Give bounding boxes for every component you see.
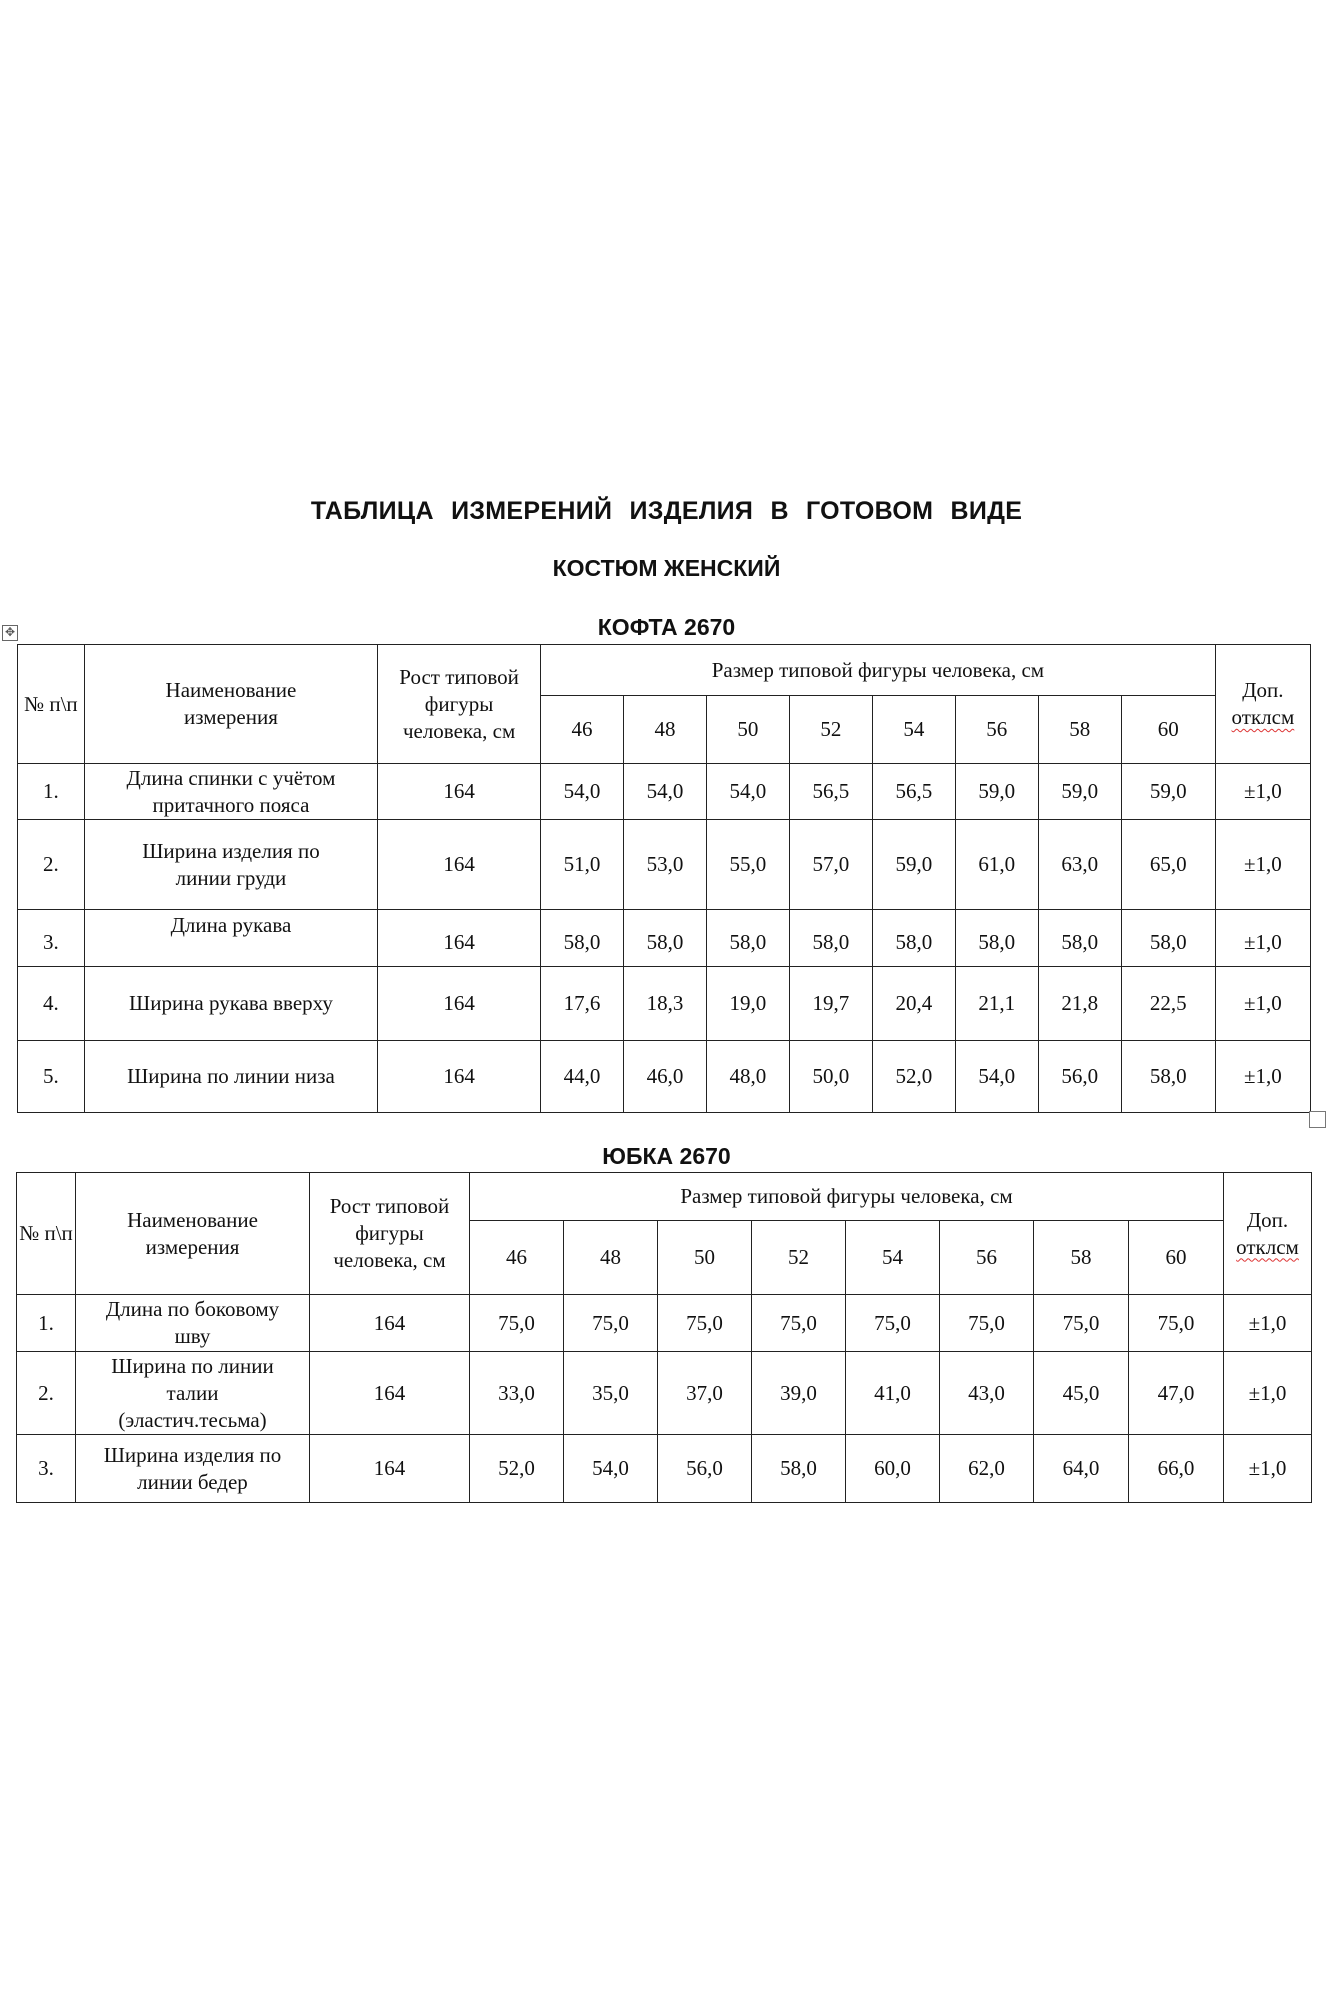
value-cell: 59,0: [1038, 764, 1121, 820]
size-cell: 48: [623, 696, 706, 764]
table-row: [18, 910, 1311, 967]
size-cell: 54: [872, 696, 955, 764]
row-height: 164: [378, 764, 541, 820]
row-name: Ширина рукава вверху: [84, 967, 377, 1041]
value-cell: 58,0: [789, 910, 872, 967]
value-cell: 39,0: [752, 1352, 846, 1435]
value-cell: 57,0: [789, 820, 872, 910]
value-cell: 58,0: [541, 910, 624, 967]
row-tolerance: ±1,0: [1224, 1435, 1312, 1503]
value-cell: 66,0: [1129, 1435, 1224, 1503]
table-move-handle-icon[interactable]: ✥: [2, 625, 18, 641]
value-cell: 75,0: [658, 1295, 752, 1352]
value-cell: 75,0: [940, 1295, 1034, 1352]
measurement-table-kofta: [17, 644, 1311, 1113]
value-cell: 58,0: [752, 1435, 846, 1503]
value-cell: 46,0: [623, 1041, 706, 1113]
value-cell: 20,4: [872, 967, 955, 1041]
size-cell: 46: [541, 696, 624, 764]
row-height: 164: [310, 1295, 470, 1352]
row-height: 164: [378, 820, 541, 910]
value-cell: 41,0: [846, 1352, 940, 1435]
size-cell: 58: [1038, 696, 1121, 764]
row-tolerance: ±1,0: [1215, 967, 1310, 1041]
size-cell: 56: [940, 1221, 1034, 1295]
size-cell: 56: [955, 696, 1038, 764]
value-cell: 18,3: [623, 967, 706, 1041]
value-cell: 33,0: [470, 1352, 564, 1435]
value-cell: 19,0: [706, 967, 789, 1041]
table-title-yubka: ЮБКА 2670: [602, 1143, 731, 1169]
row-num: 3.: [18, 910, 85, 967]
value-cell: 56,5: [872, 764, 955, 820]
table-row: [18, 820, 1311, 910]
tolerance-unit: отклсм: [1231, 705, 1295, 729]
measurement-table-yubka: [16, 1172, 1312, 1503]
row-height: 164: [310, 1352, 470, 1435]
tolerance-unit: отклсм: [1236, 1234, 1299, 1259]
row-num: 5.: [18, 1041, 85, 1113]
value-cell: 53,0: [623, 820, 706, 910]
value-cell: 59,0: [872, 820, 955, 910]
header-name: Наименование измерения: [76, 1173, 310, 1295]
value-cell: 17,6: [541, 967, 624, 1041]
value-cell: 21,1: [955, 967, 1038, 1041]
value-cell: 54,0: [623, 764, 706, 820]
value-cell: 43,0: [940, 1352, 1034, 1435]
value-cell: 58,0: [706, 910, 789, 967]
header-tolerance: [1224, 1173, 1312, 1295]
row-tolerance: ±1,0: [1215, 820, 1310, 910]
value-cell: 58,0: [1121, 1041, 1215, 1113]
value-cell: 58,0: [1038, 910, 1121, 967]
row-name: Длина спинки с учётом притачного пояса: [84, 764, 377, 820]
value-cell: 44,0: [541, 1041, 624, 1113]
header-height: Рост типовой фигуры человека, см: [378, 645, 541, 764]
row-height: 164: [310, 1435, 470, 1503]
header-num: № п\п: [18, 645, 85, 764]
row-height: 164: [378, 1041, 541, 1113]
header-size-group: Размер типовой фигуры человека, см: [470, 1173, 1224, 1221]
tolerance-label: Доп.: [1246, 1207, 1289, 1232]
value-cell: 75,0: [1034, 1295, 1129, 1352]
size-cell: 48: [564, 1221, 658, 1295]
row-num: 1.: [17, 1295, 76, 1352]
value-cell: 58,0: [1121, 910, 1215, 967]
size-cell: 58: [1034, 1221, 1129, 1295]
value-cell: 56,0: [658, 1435, 752, 1503]
row-name: Ширина изделия по линии бедер: [76, 1435, 310, 1503]
table-row: [17, 1295, 1312, 1352]
row-height: 164: [378, 910, 541, 967]
row-num: 3.: [17, 1435, 76, 1503]
row-num: 1.: [18, 764, 85, 820]
value-cell: 50,0: [789, 1041, 872, 1113]
value-cell: 54,0: [541, 764, 624, 820]
value-cell: 64,0: [1034, 1435, 1129, 1503]
row-tolerance: ±1,0: [1215, 764, 1310, 820]
header-height: Рост типовой фигуры человека, см: [310, 1173, 470, 1295]
value-cell: 65,0: [1121, 820, 1215, 910]
document-subtitle: КОСТЮМ ЖЕНСКИЙ: [552, 555, 781, 581]
value-cell: 63,0: [1038, 820, 1121, 910]
size-cell: 52: [752, 1221, 846, 1295]
row-tolerance: ±1,0: [1224, 1295, 1312, 1352]
row-name: Ширина изделия по линии груди: [84, 820, 377, 910]
value-cell: 48,0: [706, 1041, 789, 1113]
table-resize-handle-icon[interactable]: [1309, 1111, 1326, 1128]
table-row: [18, 764, 1311, 820]
value-cell: 75,0: [470, 1295, 564, 1352]
size-cell: 52: [789, 696, 872, 764]
header-tolerance: [1215, 645, 1310, 764]
header-name: Наименование измерения: [84, 645, 377, 764]
value-cell: 75,0: [1129, 1295, 1224, 1352]
value-cell: 37,0: [658, 1352, 752, 1435]
value-cell: 52,0: [470, 1435, 564, 1503]
row-tolerance: ±1,0: [1215, 910, 1310, 967]
value-cell: 62,0: [940, 1435, 1034, 1503]
value-cell: 56,0: [1038, 1041, 1121, 1113]
value-cell: 55,0: [706, 820, 789, 910]
row-name: Длина по боковому шву: [76, 1295, 310, 1352]
value-cell: 61,0: [955, 820, 1038, 910]
size-cell: 60: [1129, 1221, 1224, 1295]
value-cell: 75,0: [846, 1295, 940, 1352]
row-height: 164: [378, 967, 541, 1041]
header-size-group: Размер типовой фигуры человека, см: [541, 645, 1216, 696]
size-cell: 60: [1121, 696, 1215, 764]
row-num: 2.: [18, 820, 85, 910]
row-name: Ширина по линии низа: [84, 1041, 377, 1113]
row-tolerance: ±1,0: [1215, 1041, 1310, 1113]
value-cell: 54,0: [955, 1041, 1038, 1113]
value-cell: 75,0: [752, 1295, 846, 1352]
value-cell: 58,0: [623, 910, 706, 967]
row-name: Длина рукава: [84, 910, 377, 967]
value-cell: 52,0: [872, 1041, 955, 1113]
row-name: Ширина по линии талии (эластич.тесьма): [76, 1352, 310, 1435]
value-cell: 58,0: [955, 910, 1038, 967]
value-cell: 21,8: [1038, 967, 1121, 1041]
table-row: [18, 967, 1311, 1041]
value-cell: 35,0: [564, 1352, 658, 1435]
tolerance-label: Доп.: [1242, 678, 1284, 702]
size-cell: 54: [846, 1221, 940, 1295]
value-cell: 58,0: [872, 910, 955, 967]
value-cell: 54,0: [564, 1435, 658, 1503]
size-cell: 50: [658, 1221, 752, 1295]
table-row: [17, 1435, 1312, 1503]
value-cell: 22,5: [1121, 967, 1215, 1041]
document-title: ТАБЛИЦА ИЗМЕРЕНИЙ ИЗДЕЛИЯ В ГОТОВОМ ВИДЕ: [310, 497, 1023, 525]
table-title-kofta: КОФТА 2670: [597, 614, 736, 640]
value-cell: 54,0: [706, 764, 789, 820]
value-cell: 56,5: [789, 764, 872, 820]
table-row: [18, 1041, 1311, 1113]
size-cell: 46: [470, 1221, 564, 1295]
value-cell: 60,0: [846, 1435, 940, 1503]
header-num: № п\п: [17, 1173, 76, 1295]
value-cell: 47,0: [1129, 1352, 1224, 1435]
value-cell: 75,0: [564, 1295, 658, 1352]
value-cell: 51,0: [541, 820, 624, 910]
value-cell: 59,0: [1121, 764, 1215, 820]
table-row: [17, 1352, 1312, 1435]
value-cell: 19,7: [789, 967, 872, 1041]
row-num: 4.: [18, 967, 85, 1041]
row-num: 2.: [17, 1352, 76, 1435]
row-tolerance: ±1,0: [1224, 1352, 1312, 1435]
value-cell: 45,0: [1034, 1352, 1129, 1435]
value-cell: 59,0: [955, 764, 1038, 820]
size-cell: 50: [706, 696, 789, 764]
